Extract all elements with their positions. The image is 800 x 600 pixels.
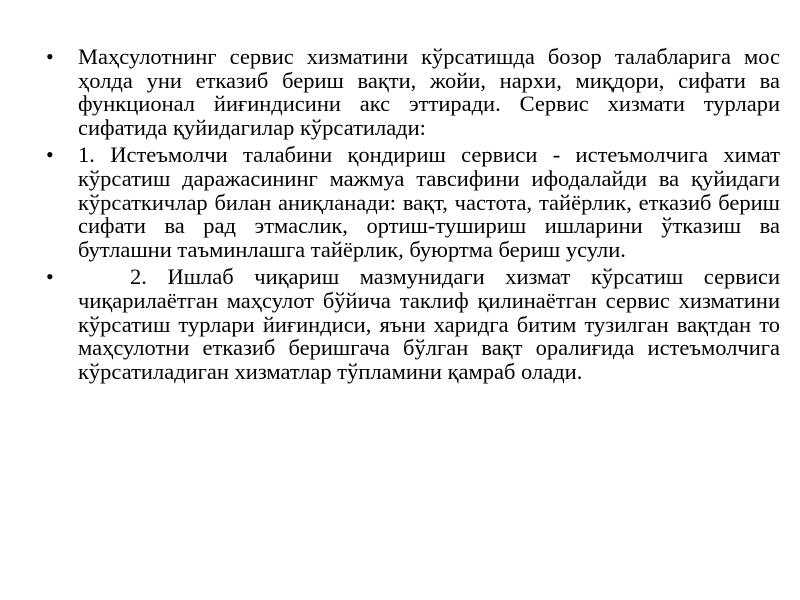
bullet-marker: • (46, 142, 54, 168)
bullet-text-1: Маҳсулотнинг сервис хизматини кўрсатишда бозор талабларига мос ҳолда уни етказиб бериш вақти, жойи, нархи, миқдори, сифати ва функционал йиғиндисини акс эттиради. Сервис хизмати турлари сифатида қуйидагилар кўрсатилади: (78, 44, 780, 140)
bullet-text-2: 1. Истеъмолчи талабини қондириш сервиси - истеъмолчига химат кўрсатиш даражасининг мажмуа тавсифини ифодалайди ва қуйидаги кўрсаткичлар билан аниқланади: вақт, частота, тайёрлик, етказиб бериш сифати ва рад этмаслик, ортиш-тушириш ишларини ўтказиш ва бутлашни таъминлашга тайёрлик, буюртма бериш усули. (78, 142, 780, 262)
bullet-item-1 (0, 45, 800, 139)
bullet-item-3 (0, 265, 800, 383)
bullet-text-3: 2. Ишлаб чиқариш мазмунидаги хизмат кўрсатиш сервиси чиқарилаётган маҳсулот бўйича таклиф қилинаётган сервис хизматини кўрсатиш турлари йиғиндиси, яъни харидга битим тузилган вақтдан то маҳсулотни етказиб беришгача бўлган вақт оралиғида истеъмолчига кўрсатиладиган хизматлар тўпламини қамраб олади. (78, 264, 780, 384)
bullet-list (0, 45, 800, 387)
bullet-item-2 (0, 143, 800, 261)
bullet-marker: • (46, 44, 54, 69)
bullet-marker: • (46, 264, 54, 290)
